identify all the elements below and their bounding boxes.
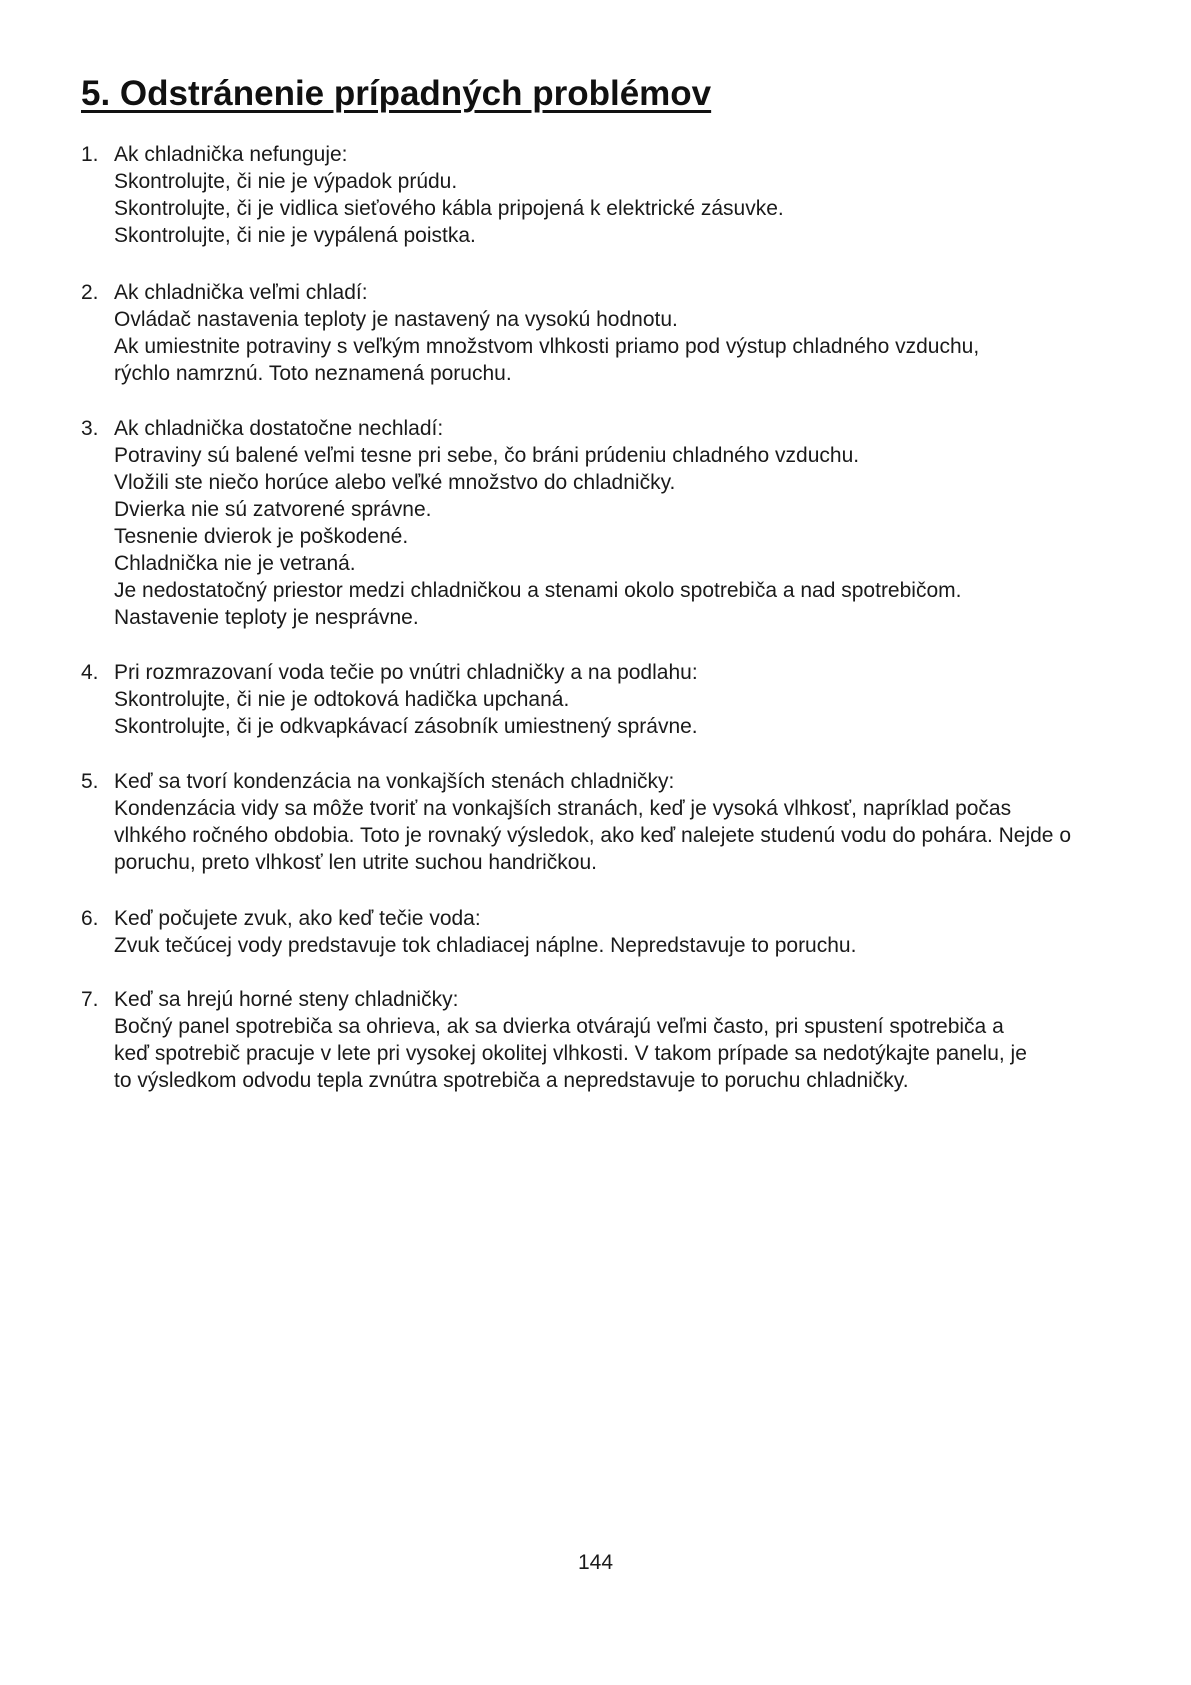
item-line: vlhkého ročného obdobia. Toto je rovnaký výsledok, ako keď nalejete studenú vodu do pohára. Nejde o	[114, 824, 1071, 847]
troubleshooting-item-7	[81, 986, 1121, 1094]
troubleshooting-item-5	[81, 768, 1121, 876]
item-line: Skontrolujte, či je vidlica sieťového kábla pripojená k elektrické zásuvke.	[114, 197, 784, 220]
item-line: Ak umiestnite potraviny s veľkým množstvom vlhkosti priamo pod výstup chladného vzduchu,	[114, 335, 980, 358]
item-line: Chladnička nie je vetraná.	[114, 552, 356, 575]
item-number: 5.	[81, 770, 99, 793]
item-number: 7.	[81, 988, 99, 1011]
troubleshooting-item-4	[81, 659, 1121, 740]
troubleshooting-item-6	[81, 905, 1121, 959]
item-line: Ovládač nastavenia teploty je nastavený na vysokú hodnotu.	[114, 308, 678, 331]
page-title: 5. Odstránenie prípadných problémov	[81, 74, 712, 113]
item-line: Tesnenie dvierok je poškodené.	[114, 525, 409, 548]
item-line: Nastavenie teploty je nesprávne.	[114, 606, 419, 629]
item-line: Zvuk tečúcej vody predstavuje tok chladiacej náplne. Nepredstavuje to poruchu.	[114, 934, 857, 957]
item-number: 2.	[81, 281, 99, 304]
item-line: rýchlo namrznú. Toto neznamená poruchu.	[114, 362, 512, 385]
troubleshooting-item-1	[81, 141, 1121, 249]
item-line: Dvierka nie sú zatvorené správne.	[114, 498, 432, 521]
page-number: 144	[577, 1551, 614, 1574]
item-heading: Keď sa tvorí kondenzácia na vonkajších stenách chladničky:	[114, 770, 675, 793]
item-heading: Pri rozmrazovaní voda tečie po vnútri chladničky a na podlahu:	[114, 661, 698, 684]
item-line: Vložili ste niečo horúce alebo veľké množstvo do chladničky.	[114, 471, 676, 494]
item-line: Skontrolujte, či nie je vypálená poistka.	[114, 224, 476, 247]
troubleshooting-item-3	[81, 415, 1121, 631]
item-line: poruchu, preto vlhkosť len utrite suchou handričkou.	[114, 851, 597, 874]
item-line: Potraviny sú balené veľmi tesne pri sebe, čo bráni prúdeniu chladného vzduchu.	[114, 444, 860, 467]
item-heading: Ak chladnička nefunguje:	[114, 143, 348, 166]
item-number: 4.	[81, 661, 99, 684]
item-heading: Keď sa hrejú horné steny chladničky:	[114, 988, 459, 1011]
item-number: 3.	[81, 417, 99, 440]
item-number: 1.	[81, 143, 99, 166]
item-heading: Keď počujete zvuk, ako keď tečie voda:	[114, 907, 481, 930]
item-line: Skontrolujte, či nie je výpadok prúdu.	[114, 170, 458, 193]
item-line: Je nedostatočný priestor medzi chladničkou a stenami okolo spotrebiča a nad spotrebičom.	[114, 579, 962, 602]
item-number: 6.	[81, 907, 99, 930]
item-line: to výsledkom odvodu tepla zvnútra spotrebiča a nepredstavuje to poruchu chladničky.	[114, 1069, 909, 1092]
item-line: Kondenzácia vidy sa môže tvoriť na vonkajších stranách, keď je vysoká vlhkosť, napríklad počas	[114, 797, 1012, 820]
item-line: Skontrolujte, či nie je odtoková hadička upchaná.	[114, 688, 570, 711]
item-heading: Ak chladnička veľmi chladí:	[114, 281, 368, 304]
item-line: keď spotrebič pracuje v lete pri vysokej okolitej vlhkosti. V takom prípade sa nedotýkajte panelu, je	[114, 1042, 1027, 1065]
troubleshooting-item-2	[81, 279, 1121, 387]
item-line: Bočný panel spotrebiča sa ohrieva, ak sa dvierka otvárajú veľmi často, pri spustení spotrebiča a	[114, 1015, 1004, 1038]
item-heading: Ak chladnička dostatočne nechladí:	[114, 417, 444, 440]
item-line: Skontrolujte, či je odkvapkávací zásobník umiestnený správne.	[114, 715, 698, 738]
